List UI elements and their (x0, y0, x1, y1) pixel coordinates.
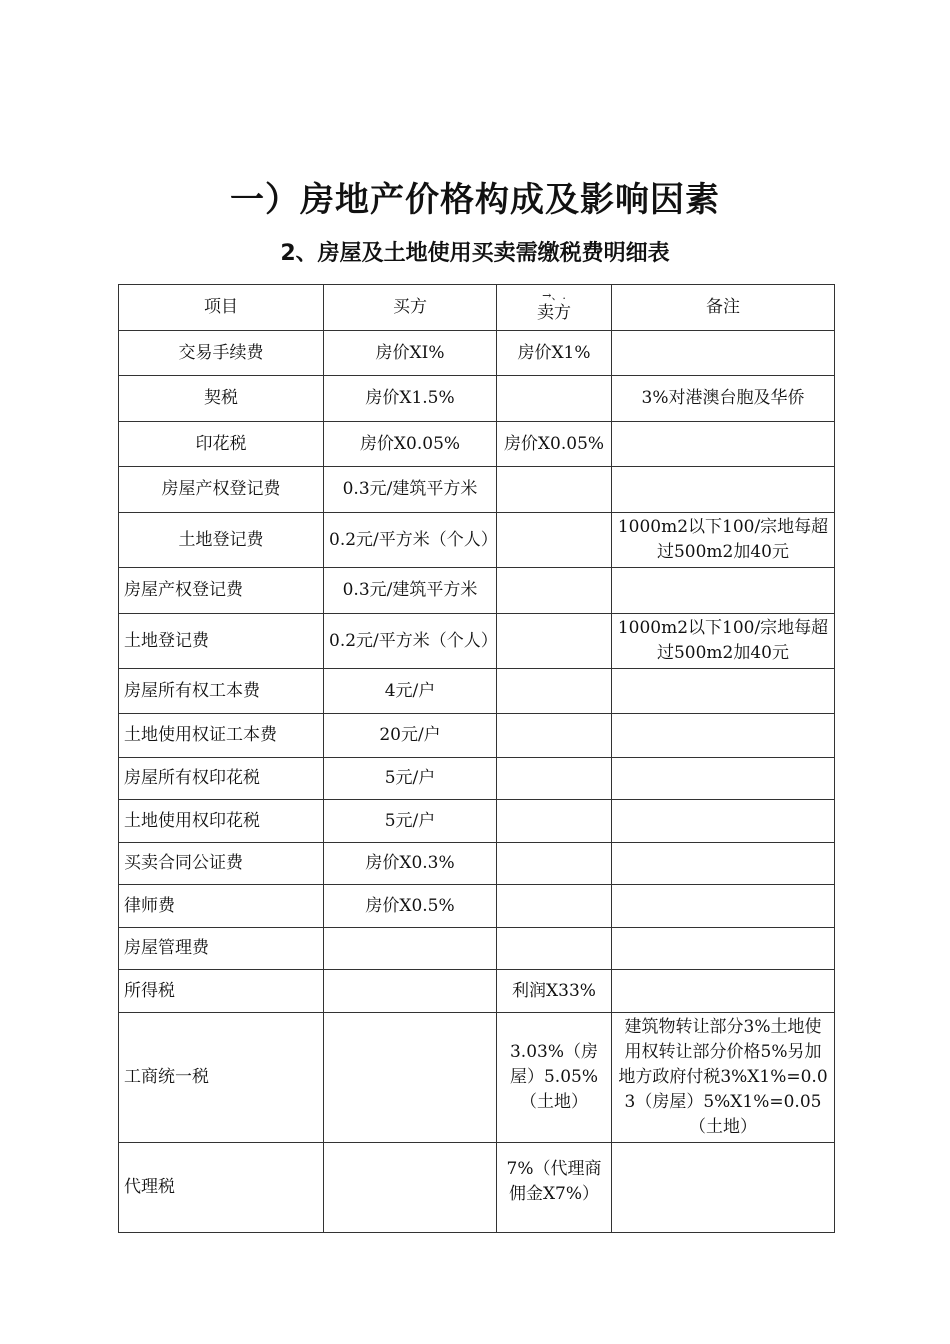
cell-note: 建筑物转让部分3%土地使用权转让部分价格5%另加地方政府付税3%X1%=0.03（房屋）5%X1%=0.05（土地） (612, 1013, 835, 1143)
cell-note (612, 885, 835, 928)
header-note: 备注 (612, 285, 835, 331)
cell-note: 3%对港澳台胞及华侨 (612, 376, 835, 422)
cell-item: 房屋产权登记费 (119, 467, 324, 513)
cell-seller: 房价X0.05% (497, 422, 612, 467)
cell-item: 代理税 (119, 1143, 324, 1233)
fee-table (118, 284, 835, 1233)
header-item: 项目 (119, 285, 324, 331)
cell-seller: 3.03%（房屋）5.05%（土地） (497, 1013, 612, 1143)
cell-buyer: 5元/户 (324, 800, 497, 843)
table-row (119, 467, 835, 513)
cell-seller (497, 928, 612, 970)
cell-seller (497, 669, 612, 714)
table-row (119, 669, 835, 714)
cell-buyer (324, 1013, 497, 1143)
header-buyer: 买方 (324, 285, 497, 331)
cell-buyer: 0.2元/平方米（个人） (324, 614, 497, 669)
cell-seller (497, 376, 612, 422)
table-row (119, 1143, 835, 1233)
cell-buyer: 0.3元/建筑平方米 (324, 467, 497, 513)
table-row (119, 758, 835, 800)
cell-item: 房屋产权登记费 (119, 568, 324, 614)
table-row (119, 1013, 835, 1143)
cell-note (612, 669, 835, 714)
cell-note (612, 467, 835, 513)
cell-buyer: 房价X0.5% (324, 885, 497, 928)
cell-item: 交易手续费 (119, 331, 324, 376)
table-row (119, 885, 835, 928)
cell-note (612, 331, 835, 376)
table-header-row (119, 285, 835, 331)
cell-item: 契税 (119, 376, 324, 422)
header-seller (497, 285, 612, 331)
cell-item: 土地登记费 (119, 614, 324, 669)
cell-note (612, 970, 835, 1013)
page-title: 一）房地产价格构成及影响因素 (230, 180, 720, 220)
table-row (119, 376, 835, 422)
cell-item: 买卖合同公证费 (119, 843, 324, 885)
cell-buyer (324, 928, 497, 970)
cell-seller (497, 885, 612, 928)
cell-buyer: 0.2元/平方米（个人） (324, 513, 497, 568)
cell-seller: 房价X1% (497, 331, 612, 376)
cell-seller (497, 568, 612, 614)
cell-item: 所得税 (119, 970, 324, 1013)
cell-buyer (324, 970, 497, 1013)
cell-item: 土地登记费 (119, 513, 324, 568)
cell-item: 律师费 (119, 885, 324, 928)
cell-note (612, 568, 835, 614)
cell-seller (497, 467, 612, 513)
table-row (119, 843, 835, 885)
table-row (119, 714, 835, 758)
cell-note (612, 1143, 835, 1233)
cell-note (612, 758, 835, 800)
cell-item: 土地使用权印花税 (119, 800, 324, 843)
cell-note (612, 928, 835, 970)
cell-buyer: 房价X0.05% (324, 422, 497, 467)
table-row (119, 928, 835, 970)
cell-seller (497, 758, 612, 800)
header-seller-note: →、. (542, 288, 566, 302)
cell-seller (497, 714, 612, 758)
table-row (119, 331, 835, 376)
header-seller-label: 卖方 (537, 302, 571, 323)
cell-item: 房屋管理费 (119, 928, 324, 970)
table-row (119, 614, 835, 669)
cell-seller (497, 614, 612, 669)
cell-buyer (324, 1143, 497, 1233)
cell-buyer: 0.3元/建筑平方米 (324, 568, 497, 614)
cell-buyer: 房价X0.3% (324, 843, 497, 885)
cell-buyer: 4元/户 (324, 669, 497, 714)
cell-seller (497, 843, 612, 885)
cell-seller (497, 513, 612, 568)
cell-buyer: 20元/户 (324, 714, 497, 758)
cell-note (612, 714, 835, 758)
cell-item: 工商统一税 (119, 1013, 324, 1143)
table-row (119, 568, 835, 614)
table-row (119, 970, 835, 1013)
cell-seller (497, 800, 612, 843)
cell-buyer: 房价X1.5% (324, 376, 497, 422)
cell-seller: 利润X33% (497, 970, 612, 1013)
cell-note: 1000m2以下100/宗地每超过500m2加40元 (612, 513, 835, 568)
cell-buyer: 房价XI% (324, 331, 497, 376)
table-row (119, 800, 835, 843)
cell-item: 房屋所有权工本费 (119, 669, 324, 714)
cell-item: 房屋所有权印花税 (119, 758, 324, 800)
cell-buyer: 5元/户 (324, 758, 497, 800)
table-row (119, 422, 835, 467)
cell-note (612, 800, 835, 843)
cell-seller: 7%（代理商佣金X7%） (497, 1143, 612, 1233)
cell-item: 印花税 (119, 422, 324, 467)
cell-note (612, 422, 835, 467)
cell-note (612, 843, 835, 885)
cell-item: 土地使用权证工本费 (119, 714, 324, 758)
cell-note: 1000m2以下100/宗地每超过500m2加40元 (612, 614, 835, 669)
table-row (119, 513, 835, 568)
table-caption: 2、房屋及土地使用买卖需缴税费明细表 (280, 241, 670, 266)
